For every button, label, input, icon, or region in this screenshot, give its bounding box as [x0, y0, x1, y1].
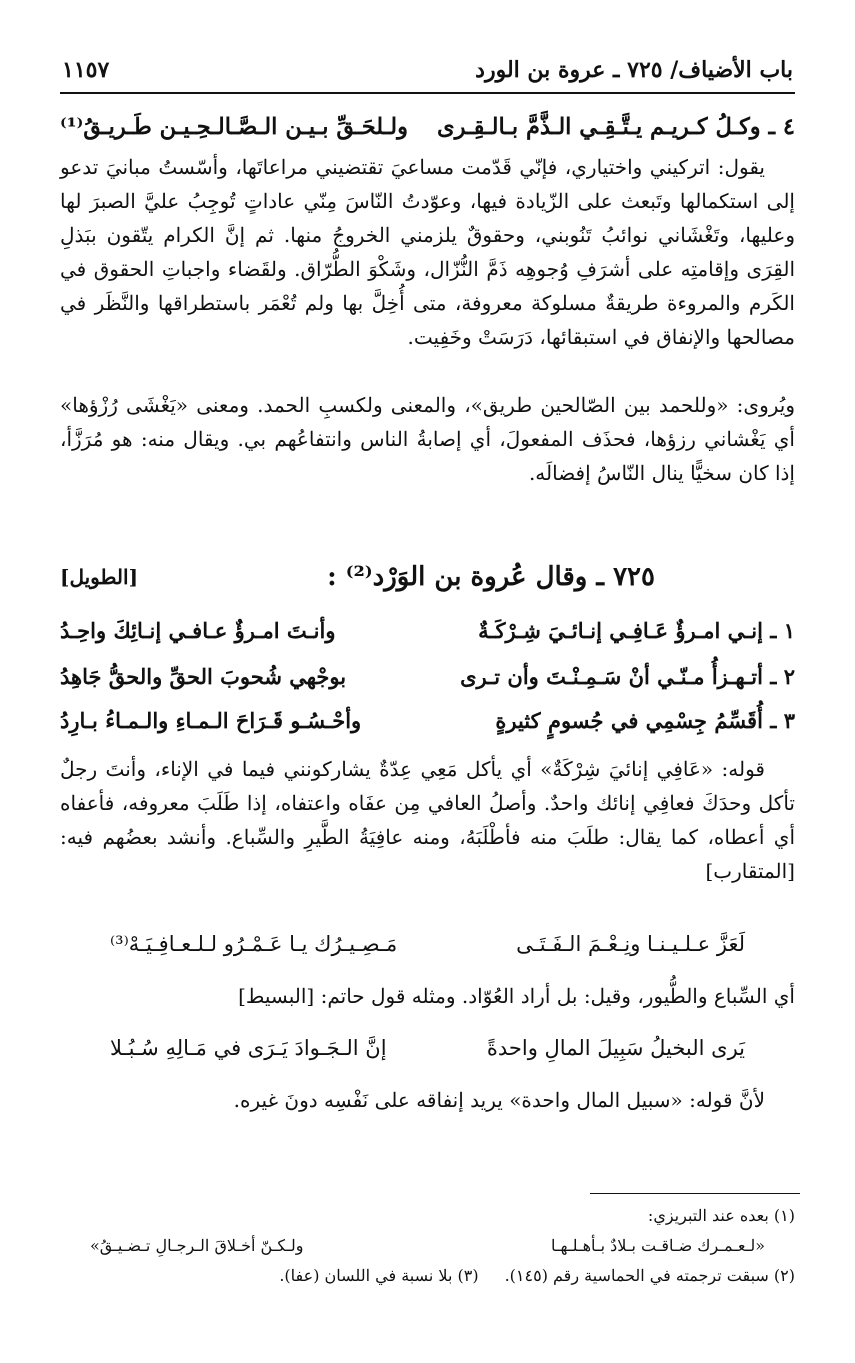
commentary-1-text: يقول: اتركيني واختياري، فإنّي قَدّمت مساعيَ تقتضيني مراعاتَها، وأسّستُ مبانيَ تدعو إلى استكمالها وتَبعث على الزّيادة فيها، وعوّدتُ النّاسَ مِنّي عاداتٍ تُوجِبُ عليَّ الصبرَ لها وعليها، وتَغْشَاني نوائبُ تَنُوبني، وحقوقٌ يلزمني الخروجُ منها. ثم إنَّ الكرام يتّقون ببَذلِ القِرَى وإقامتِه على أشرَفِ وُجوهِه ذَمَّ النُّزّال، وشَكْوَ الطُّرّاق. ولقَضاء واجباتِ الحقوق في الكَرم والمروءة طريقةٌ مسلوكة معروفة، متى أُخِلَّ بها ولم تُعْمَر باستطراقها والنَّظَر في مصالحها والإنفاق في استبقائها، دَرَسَتْ وخَفِيت. — [60, 155, 795, 349]
footnote-1-intro — [60, 1200, 795, 1230]
closing-line-text: لأنَّ قوله: «سبيل المال واحدة» يريد إنفاقه على نَفْسِه دونَ غيره. — [233, 1088, 765, 1112]
footnote-1-verse — [60, 1230, 795, 1260]
running-title: باب الأضياف/ ٧٢٥ ـ عروة بن الورد — [475, 57, 793, 83]
page-header — [62, 50, 793, 90]
footnote-3: (٣) بلا نسبة في اللسان (عفا). — [279, 1265, 479, 1285]
footnote-1-intro-text: (١) بعده عند التبريزي: — [647, 1205, 795, 1225]
footnote-2: (٢) سبقت ترجمته في الحماسية رقم (١٤٥). — [504, 1265, 795, 1285]
quoted-verse-1-hemistich-2: مَـصِـيـرُك يـا عَـمْـرُو لـلـعـافِـيَـهْ⁽³⁾ — [110, 932, 398, 956]
quoted-verse-1 — [110, 926, 745, 962]
poem-meter: [الطويل] — [60, 565, 139, 589]
commentary-paragraph-1 — [60, 150, 795, 390]
commentary-4-text: أي السِّباع والطُّيور، وقيل: بل أراد العُوّاد. ومثله قول حاتم: [البسيط] — [238, 984, 795, 1008]
footnotes-2-3 — [60, 1260, 795, 1290]
quoted-verse-2-hemistich-2: إنَّ الـجَـوادَ يَـرَى في مَـالِهِ سُـبُـلا — [110, 1036, 387, 1060]
closing-line — [60, 1082, 795, 1118]
quoted-verse-2-hemistich-1: يَرى البخيلُ سَبِيلَ المالِ واحدةً — [486, 1036, 745, 1060]
poem-heading — [60, 556, 795, 598]
poem-verse-3 — [60, 702, 795, 738]
poem-verse-1-hemistich-1: ١ ـ إنـي امـرؤٌ عَـافِـي إنـائـيَ شِـرْكَـةٌ — [478, 617, 795, 643]
poem-verse-2 — [60, 658, 795, 694]
quoted-verse-2 — [110, 1030, 745, 1066]
verse-4-hemistich-2: ولـلحَـقِّ بـيـن الـصَّـالـحِـيـن طَـريـقُ⁽¹⁾ — [60, 114, 409, 140]
poem-verse-1-hemistich-2: وأنـتَ امـرؤٌ عـافـي إنـائِكَ واحِـدُ — [60, 617, 336, 643]
header-divider — [60, 92, 795, 94]
footnote-divider — [590, 1193, 800, 1194]
verse-4-hemistich-1: ٤ ـ وكـلُ كـريـم يـتَّـقِـي الـذَّمَّ بـالـقِـرى — [437, 114, 795, 140]
footnote-1-hemistich-1: «لـعـمـرك ضـاقـت بـلادٌ بـأهـلـهـا — [550, 1235, 765, 1255]
commentary-paragraph-2 — [60, 388, 795, 528]
commentary-3-text: قوله: «عَافِي إنائيَ شِرْكَةٌ» أي يأكل مَعِي عِدّةٌ يشاركونني فيما في الإناء، وأنتَ رجلٌ تأكل وحدَكَ فعافِي إنائك واحدٌ. وأصلُ العافي مِن عفَاه واعتفاه، إذا طَلَبَ معروفه، فأعفاه أي أعطاه، كما يقال: طلَبَ منه فأطْلَبَهُ، ومنه عافِيَةُ الطَّيرِ والسِّباع. وأنشد بعضُهم فيه: [المتقارب] — [60, 757, 795, 883]
quoted-verse-1-hemistich-1: لَعَزَّ عـلـيـنـا ونِـعْـمَ الـفَـتَـى — [516, 932, 745, 956]
commentary-line-4 — [60, 978, 795, 1014]
footnote-1-hemistich-2: ولـكـنّ أخـلاقَ الـرجـالِ تـضـيـقُ» — [90, 1235, 304, 1255]
poem-verse-3-hemistich-2: وأحْـسُـو قَـرَاحَ الـمـاءِ والـمـاءُ بـارِدُ — [60, 707, 362, 733]
commentary-2-text: ويُروى: «وللحمد بين الصّالحين طريق»، والمعنى ولكسبِ الحمد. ومعنى «يَغْشَى رُزْؤها» أي يَغْشاني رزؤها، فحذَف المفعولَ، أي إصابةُ الناس وانتفاعُهم بي. ويقال منه: هو مُرَزَّأ، إذا كان سخيًّا ينال النّاسُ إفضالَه. — [60, 393, 795, 485]
poem-verse-1 — [60, 612, 795, 648]
poem-verse-3-hemistich-1: ٣ ـ أُقَسِّمُ جِسْمِي في جُسومٍ كثيرةٍ — [495, 707, 795, 733]
poem-title: ٧٢٥ ـ وقال عُروة بن الوَرْد⁽²⁾ : — [327, 562, 655, 592]
poem-verse-2-hemistich-1: ٢ ـ أتـهـزأُ مـنّـي أنْ سَـمِـنْـتَ وأن تـرى — [460, 663, 795, 689]
commentary-paragraph-3 — [60, 752, 795, 892]
poem-verse-2-hemistich-2: بوجْهي شُحوبَ الحقِّ والحقُّ جَاهِدُ — [60, 663, 347, 689]
verse-4 — [60, 108, 795, 146]
page-number: ١١٥٧ — [62, 57, 110, 83]
